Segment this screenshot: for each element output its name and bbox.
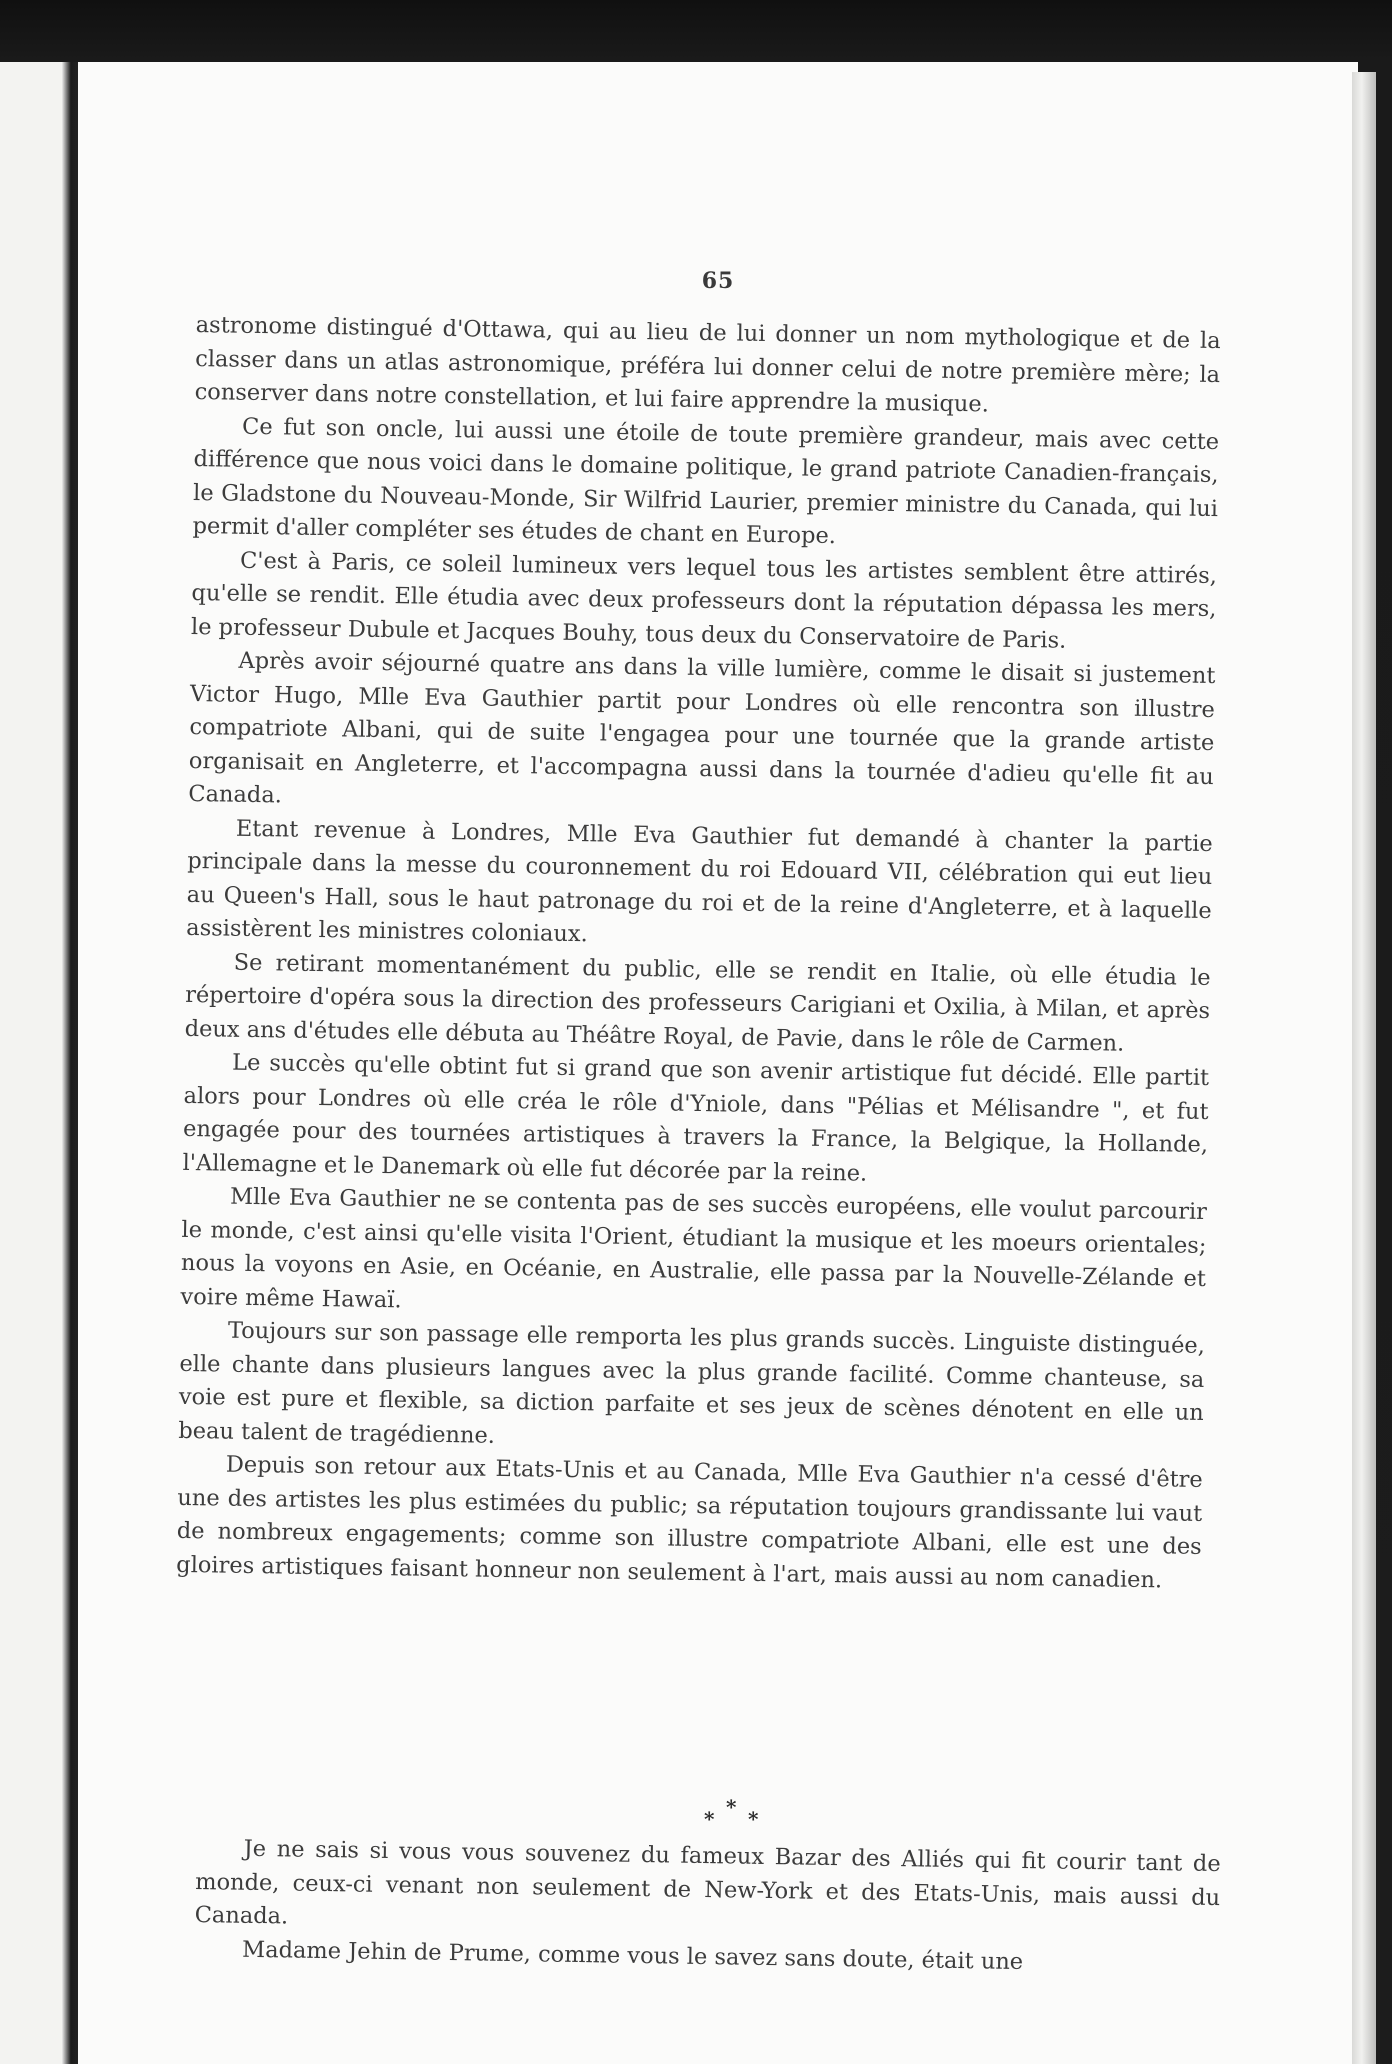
asterisk-left: * <box>704 1807 715 1831</box>
second-text-block <box>194 1832 1221 1982</box>
paragraph-3: C'est à Paris, ce soleil lumineux vers lequel tous les artistes semblent être attirés, qu'elle se rendit. Elle étudia avec deux professeurs dont la réputation dépassa les mers, le professeur Dubule et Jacques Bouhy, tous deux du Conservatoire de Paris. <box>190 547 1218 654</box>
section-separator-asterism <box>698 1795 768 1831</box>
paragraph-7: Le succès qu'elle obtint fut si grand que son avenir artistique fut décidé. Elle partit alors pour Londres où elle créa le rôle d'Yniole, dans "Pélias et Mélisandre ", et fut engagée pour des tournées artistiques à travers la France, la Belgique, la Hollande, l'Allemagne et le Danemark où elle fut décorée par la reine. <box>182 1049 1210 1187</box>
paragraph-1: astronome distingué d'Ottawa, qui au lieu de lui donner un nom mythologique et de la classer dans un atlas astronomique, préféra lui donner celui de notre première mère; la conserver dans notre constellation, et lui faire apprendre la musique. <box>194 311 1221 418</box>
paragraph-4: Après avoir séjourné quatre ans dans la ville lumière, comme le disait si justement Victor Hugo, Mlle Eva Gauthier partit pour Londres où elle rencontra son illustre compatriote Albani, qui de suite l'engagea pour une tournée que la grande artiste organisait en Angleterre, et l'accompagna aussi dans la tournée d'adieu qu'elle fit au Canada. <box>188 647 1216 809</box>
binding-gutter <box>62 62 78 2064</box>
page-right-edge <box>1352 72 1376 2064</box>
paragraph-11: Je ne sais si vous vous souvenez du fameux Bazar des Alliés qui fit courir tant de monde, ceux-ci venant non seulement de New-York et des Etats-Unis, mais aussi du Canada. <box>194 1835 1221 1930</box>
paragraph-8: Mlle Eva Gauthier ne se contenta pas de ses succès européens, elle voulut parcourir le monde, c'est ainsi qu'elle visita l'Orient, étudiant la musique et les moeurs orientales; nous la voyons en Asie, en Océanie, en Australie, elle passa par la Nouvelle-Zélande et voire même Hawaï. <box>180 1183 1208 1313</box>
main-text-block <box>176 309 1221 1598</box>
paragraph-2: Ce fut son oncle, lui aussi une étoile de toute première grandeur, mais avec cette différence que nous voici dans le domaine politique, le grand patriote Canadien-français, le Gladstone du Nouveau-Monde, Sir Wilfrid Laurier, premier ministre du Canada, qui lui permit d'aller compléter ses études de chant en Europe. <box>192 413 1220 550</box>
paragraph-6: Se retirant momentanément du public, elle se rendit en Italie, où elle étudia le répertoire d'opéra sous la direction des professeurs Carigiani et Oxilia, à Milan, et après deux ans d'études elle débuta au Théâtre Royal, de Pavie, dans le rôle de Carmen. <box>184 949 1211 1057</box>
book-page <box>78 62 1358 2064</box>
asterisk-right: * <box>748 1807 759 1831</box>
page-number: 65 <box>701 268 735 294</box>
paragraph-5: Etant revenue à Londres, Mlle Eva Gauthier fut demandé à chanter la partie principale dans la messe du couronnement du roi Edouard VII, célébration qui eut lieu au Queen's Hall, sous le haut patronage du roi et de la reine d'Angleterre, et à laquelle assistèrent les ministres coloniaux. <box>186 815 1213 948</box>
paragraph-9: Toujours sur son passage elle remporta les plus grands succès. Linguiste distinguée, elle chante dans plusieurs langues avec la plus grande facilité. Comme chanteuse, sa voie est pure et flexible, sa diction parfaite et ses jeux de scènes dénotent en elle un beau talent de tragédienne. <box>178 1317 1206 1449</box>
paragraph-10: Depuis son retour aux Etats-Unis et au Canada, Mlle Eva Gauthier n'a cessé d'être une des artistes les plus estimées du public; sa réputation toujours grandissante lui vaut de nombreux engagements; comme son illustre compatriote Albani, elle est une des gloires artistiques faisant honneur non seulement à l'art, mais aussi au nom canadien. <box>176 1451 1203 1593</box>
asterisk-top: * <box>726 1795 737 1819</box>
paragraph-12: Madame Jehin de Prume, comme vous le savez sans doute, était une <box>241 1936 1024 1975</box>
